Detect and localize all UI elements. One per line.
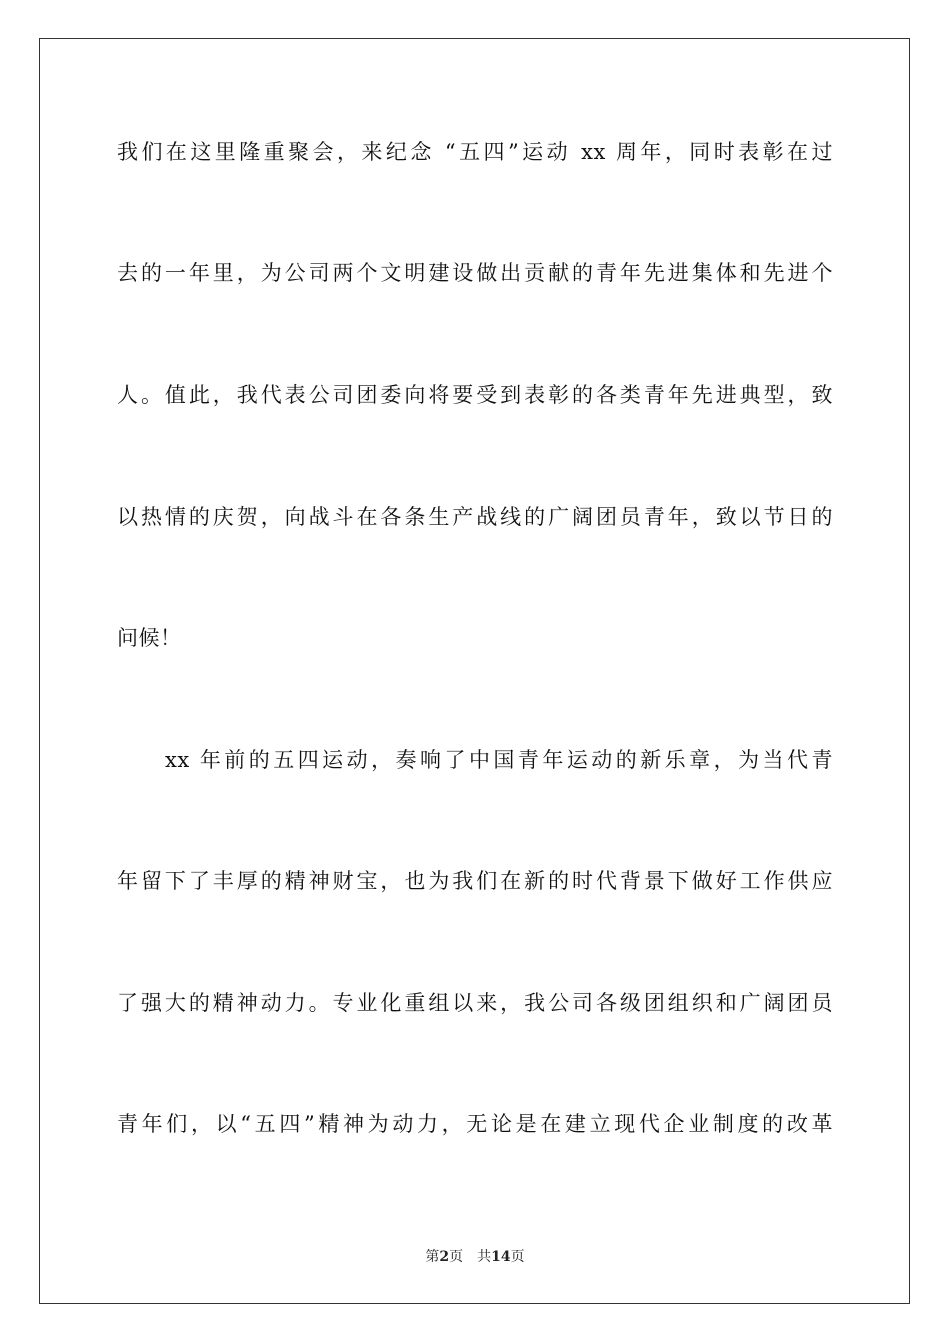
footer-total-pages: 14 — [491, 1249, 511, 1265]
footer-page-suffix: 页 — [449, 1249, 464, 1265]
body-line-7: 年留下了丰厚的精神财宝，也为我们在新的时代背景下做好工作供应 — [117, 869, 833, 893]
page-footer — [0, 1248, 950, 1266]
body-line-6: xx 年前的五四运动，奏响了中国青年运动的新乐章，为当代青 — [165, 748, 833, 772]
footer-page-number: 2 — [439, 1249, 450, 1265]
body-line-8: 了强大的精神动力。专业化重组以来，我公司各级团组织和广阔团员 — [117, 991, 833, 1015]
body-line-9: 青年们，以“五四”精神为动力，无论是在建立现代企业制度的改革 — [117, 1112, 833, 1136]
footer-page-prefix: 第 — [425, 1249, 440, 1265]
body-line-5: 问候！ — [117, 626, 182, 650]
body-line-4: 以热情的庆贺，向战斗在各条生产战线的广阔团员青年，致以节日的 — [117, 505, 833, 529]
footer-total-suffix: 页 — [510, 1249, 525, 1265]
footer-total-prefix: 共 — [477, 1249, 492, 1265]
body-line-2: 去的一年里，为公司两个文明建设做出贡献的青年先进集体和先进个 — [117, 261, 833, 285]
body-line-3: 人。值此，我代表公司团委向将要受到表彰的各类青年先进典型，致 — [117, 383, 833, 407]
body-line-1: 我们在这里隆重聚会，来纪念 “五四”运动 xx 周年，同时表彰在过 — [117, 140, 833, 164]
